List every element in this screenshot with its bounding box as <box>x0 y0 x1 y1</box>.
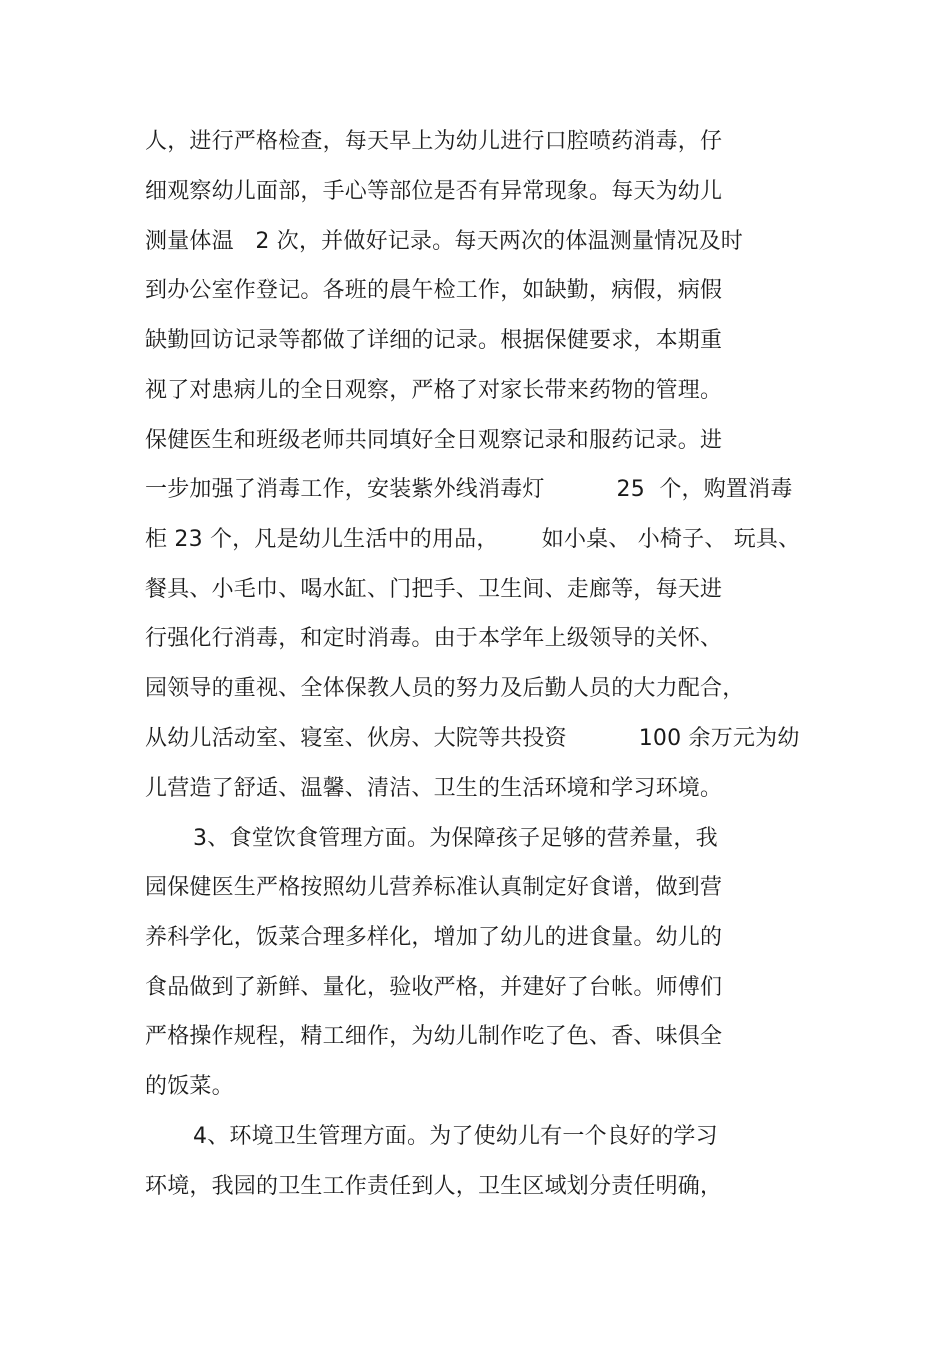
text-line: 餐具、小毛巾、喝水缸、门把手、卫生间、走廊等，每天进 <box>145 577 723 602</box>
text-line: 视了对患病儿的全日观察，严格了对家长带来药物的管理。 <box>145 378 723 403</box>
text-line: 一步加强了消毒工作，安装紫外线消毒灯 25 个，购置消毒 <box>145 477 793 502</box>
text-line: 园领导的重视、全体保教人员的努力及后勤人员的大力配合， <box>145 676 745 701</box>
section-3-heading-line: 3、食堂饮食管理方面。为保障孩子足够的营养量，我 <box>193 826 718 851</box>
text-line: 柜 23 个，凡是幼儿生活中的用品， 如小桌、 小椅子、 玩具、 <box>145 527 801 552</box>
text-line: 的饭菜。 <box>145 1074 234 1099</box>
text-line: 儿营造了舒适、温馨、清洁、卫生的生活环境和学习环境。 <box>145 776 723 801</box>
text-line: 测量体温 2 次，并做好记录。每天两次的体温测量情况及时 <box>145 229 743 254</box>
text-line: 环境，我园的卫生工作责任到人，卫生区域划分责任明确， <box>145 1174 723 1199</box>
text-line: 行强化行消毒，和定时消毒。由于本学年上级领导的关怀、 <box>145 626 723 651</box>
text-line: 到办公室作登记。各班的晨午检工作，如缺勤，病假，病假 <box>145 278 723 303</box>
text-line: 养科学化，饭菜合理多样化，增加了幼儿的进食量。幼儿的 <box>145 925 723 950</box>
text-line: 缺勤回访记录等都做了详细的记录。根据保健要求，本期重 <box>145 328 723 353</box>
text-line: 保健医生和班级老师共同填好全日观察记录和服药记录。进 <box>145 428 723 453</box>
text-line: 园保健医生严格按照幼儿营养标准认真制定好食谱，做到营 <box>145 875 723 900</box>
text-line: 食品做到了新鲜、量化，验收严格，并建好了台帐。师傅们 <box>145 975 723 1000</box>
section-4-heading-line: 4、环境卫生管理方面。为了使幼儿有一个良好的学习 <box>193 1124 718 1149</box>
text-line: 人，进行严格检查，每天早上为幼儿进行口腔喷药消毒，仔 <box>145 129 723 154</box>
text-line: 从幼儿活动室、寝室、伙房、大院等共投资 100 余万元为幼 <box>145 726 800 751</box>
text-line: 细观察幼儿面部，手心等部位是否有异常现象。每天为幼儿 <box>145 179 723 204</box>
text-line: 严格操作规程，精工细作，为幼儿制作吃了色、香、味俱全 <box>145 1024 723 1049</box>
